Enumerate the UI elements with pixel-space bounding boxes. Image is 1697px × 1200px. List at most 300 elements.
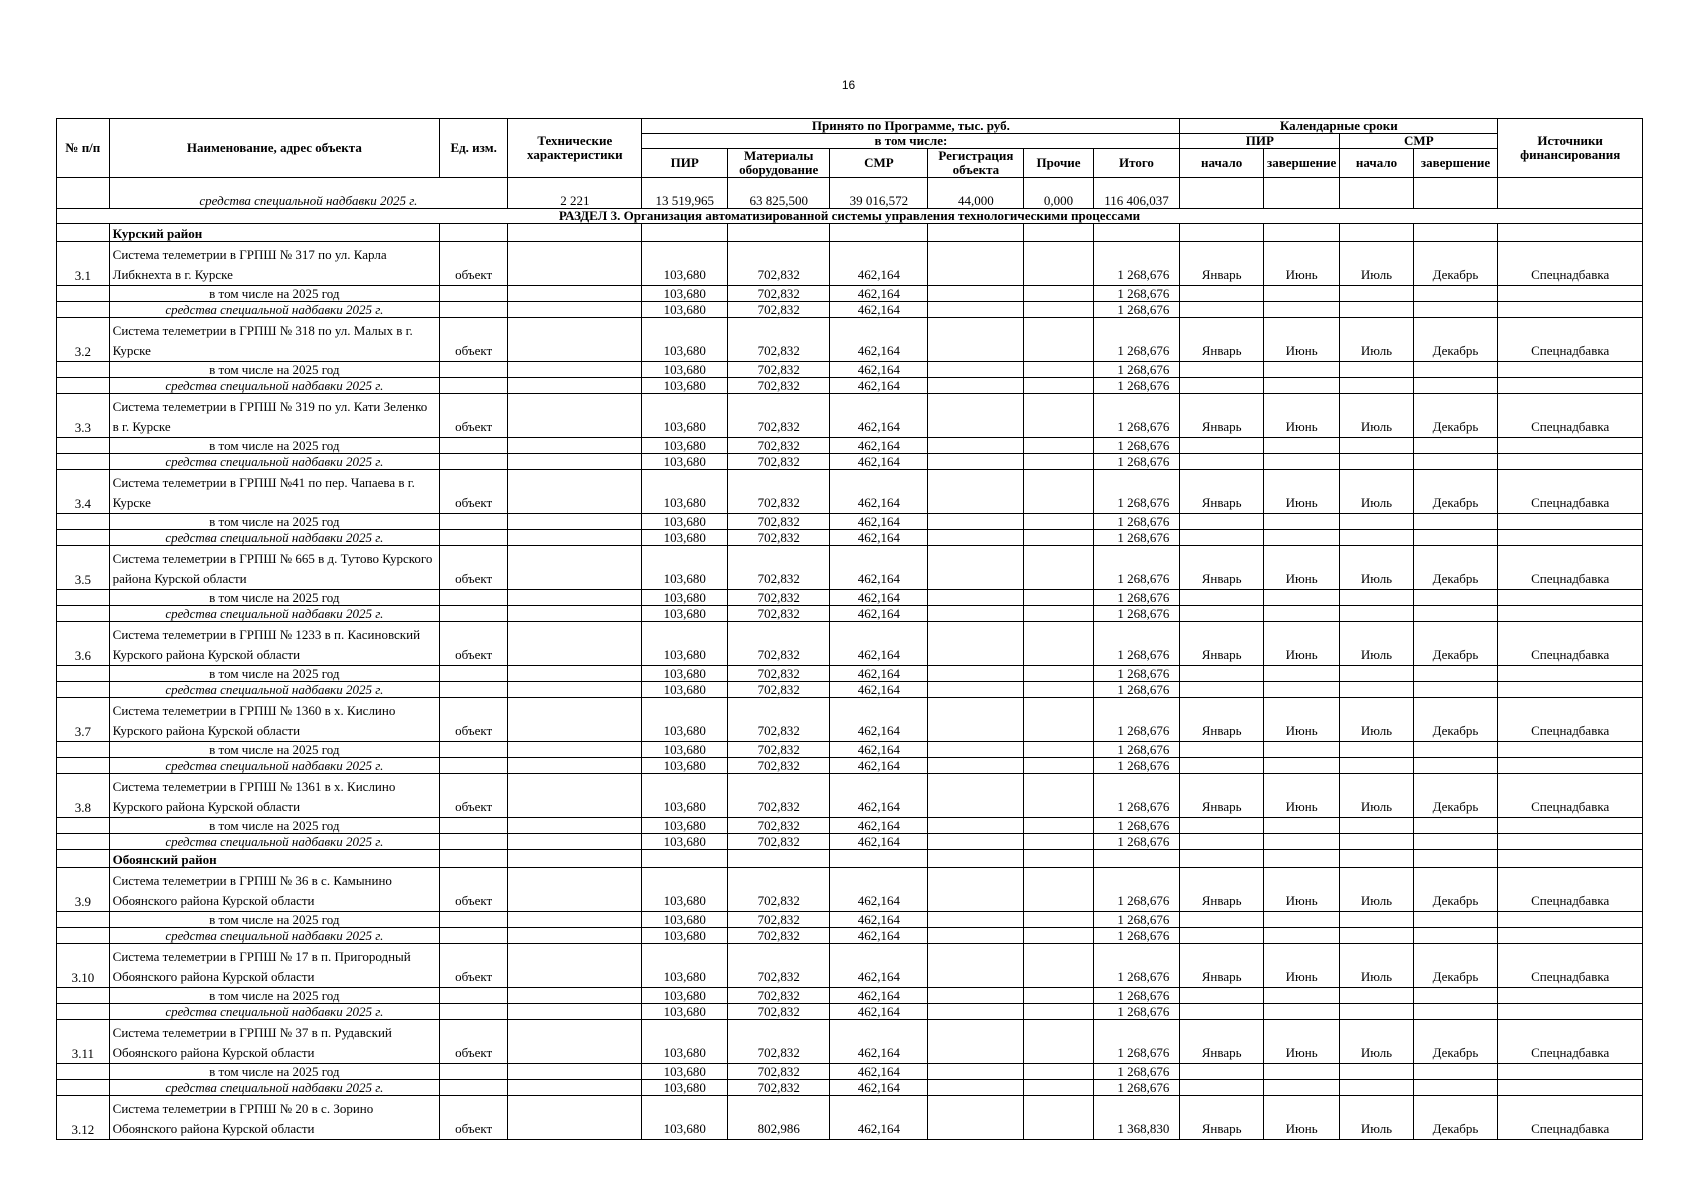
calendar-header: Календарные сроки (1180, 119, 1498, 134)
table-cell (440, 378, 508, 394)
subtotal-pir: 103,680 (642, 1004, 728, 1020)
table-cell (728, 224, 830, 242)
subtotal-pir: 103,680 (642, 362, 728, 378)
table-cell (1413, 1004, 1498, 1020)
object-row (57, 868, 1643, 912)
table-cell (1180, 988, 1264, 1004)
object-registration (928, 546, 1024, 590)
table-cell (508, 302, 642, 318)
subtotal-total: 1 268,676 (1093, 606, 1180, 622)
table-cell (57, 224, 110, 242)
object-materials: 702,832 (728, 774, 830, 818)
table-cell (1413, 666, 1498, 682)
object-smr: 462,164 (830, 868, 928, 912)
table-cell (1263, 438, 1339, 454)
pir-end: Июнь (1263, 394, 1339, 438)
table-cell (1413, 606, 1498, 622)
col-unit-header: Ед. изм. (440, 119, 508, 178)
object-total: 1 268,676 (1093, 774, 1180, 818)
year-subtotal-row (57, 818, 1643, 834)
table-cell (1498, 286, 1643, 302)
table-cell (1093, 850, 1180, 868)
table-cell (57, 988, 110, 1004)
table-cell (508, 850, 642, 868)
table-cell (830, 850, 928, 868)
table-cell (57, 378, 110, 394)
subtotal-pir: 103,680 (642, 438, 728, 454)
object-name: Система телеметрии в ГРПШ № 665 в д. Тутово Курского района Курской области (109, 546, 439, 590)
object-pir: 103,680 (642, 868, 728, 912)
table-cell (1180, 606, 1264, 622)
table-cell (1180, 438, 1264, 454)
subtotal-materials: 702,832 (728, 834, 830, 850)
table-cell (1024, 1080, 1093, 1096)
subtotal-materials: 702,832 (728, 438, 830, 454)
pir-end: Июнь (1263, 318, 1339, 362)
subtotal-materials: 702,832 (728, 362, 830, 378)
table-cell (1024, 1064, 1093, 1080)
table-cell (440, 530, 508, 546)
table-cell (1413, 818, 1498, 834)
carryover-registration: 44,000 (928, 178, 1024, 209)
object-registration (928, 394, 1024, 438)
object-unit: объект (440, 546, 508, 590)
subtotal-label: средства специальной надбавки 2025 г. (109, 302, 439, 318)
table-cell (1413, 438, 1498, 454)
object-registration (928, 1020, 1024, 1064)
subtotal-pir: 103,680 (642, 606, 728, 622)
pir-start: Январь (1180, 622, 1264, 666)
table-cell (508, 834, 642, 850)
funding-source: Спецнадбавка (1498, 622, 1643, 666)
table-cell (508, 988, 642, 1004)
table-cell (1263, 530, 1339, 546)
table-cell (928, 666, 1024, 682)
table-cell (1263, 682, 1339, 698)
table-cell (1263, 742, 1339, 758)
table-cell (1263, 1004, 1339, 1020)
object-materials: 702,832 (728, 698, 830, 742)
table-cell (1498, 224, 1643, 242)
table-cell (1340, 834, 1413, 850)
subtotal-label: в том числе на 2025 год (109, 1064, 439, 1080)
object-other (1024, 394, 1093, 438)
object-tech (508, 868, 642, 912)
object-unit: объект (440, 1020, 508, 1064)
fund-subtotal-row (57, 606, 1643, 622)
funding-source: Спецнадбавка (1498, 242, 1643, 286)
object-name: Система телеметрии в ГРПШ № 37 в п. Рудавский Обоянского района Курской области (109, 1020, 439, 1064)
subtotal-smr: 462,164 (830, 606, 928, 622)
table-cell (508, 514, 642, 530)
pir-end: Июнь (1263, 622, 1339, 666)
subtotal-pir: 103,680 (642, 1080, 728, 1096)
object-materials: 702,832 (728, 1020, 830, 1064)
table-cell (57, 1004, 110, 1020)
funding-source: Спецнадбавка (1498, 394, 1643, 438)
pir-end: Июнь (1263, 1020, 1339, 1064)
table-cell (928, 590, 1024, 606)
subtotal-total: 1 268,676 (1093, 286, 1180, 302)
subtotal-pir: 103,680 (642, 530, 728, 546)
table-cell (1413, 302, 1498, 318)
object-other (1024, 698, 1093, 742)
table-cell (1024, 514, 1093, 530)
subtotal-smr: 462,164 (830, 530, 928, 546)
object-unit: объект (440, 774, 508, 818)
table-header (57, 119, 1643, 178)
object-pir: 103,680 (642, 1096, 728, 1140)
col-pir-start-header: начало (1180, 149, 1264, 178)
subtotal-smr: 462,164 (830, 988, 928, 1004)
table-cell (508, 1004, 642, 1020)
subtotal-label: средства специальной надбавки 2025 г. (109, 682, 439, 698)
subtotal-smr: 462,164 (830, 758, 928, 774)
fund-subtotal-row (57, 1004, 1643, 1020)
table-body (57, 178, 1643, 1140)
col-pir-end-header: завершение (1263, 149, 1339, 178)
table-cell (728, 850, 830, 868)
table-cell (642, 224, 728, 242)
object-materials: 702,832 (728, 622, 830, 666)
object-smr: 462,164 (830, 546, 928, 590)
pir-start: Январь (1180, 1096, 1264, 1140)
table-cell (928, 378, 1024, 394)
subtotal-pir: 103,680 (642, 590, 728, 606)
subtotal-pir: 103,680 (642, 302, 728, 318)
smr-end: Декабрь (1413, 1020, 1498, 1064)
subtotal-total: 1 268,676 (1093, 1004, 1180, 1020)
carryover-label: средства специальной надбавки 2025 г. (109, 178, 508, 209)
table-cell (1498, 758, 1643, 774)
table-cell (1180, 378, 1264, 394)
subtotal-pir: 103,680 (642, 988, 728, 1004)
funding-source: Спецнадбавка (1498, 698, 1643, 742)
fund-subtotal-row (57, 378, 1643, 394)
fund-subtotal-row (57, 758, 1643, 774)
object-other (1024, 470, 1093, 514)
object-tech (508, 698, 642, 742)
table-cell (1498, 1064, 1643, 1080)
subtotal-label: в том числе на 2025 год (109, 818, 439, 834)
table-cell (440, 834, 508, 850)
table-cell (57, 1064, 110, 1080)
smr-start: Июль (1340, 774, 1413, 818)
table-cell (440, 514, 508, 530)
subtotal-total: 1 268,676 (1093, 302, 1180, 318)
smr-end: Декабрь (1413, 470, 1498, 514)
smr-end: Декабрь (1413, 698, 1498, 742)
funding-source: Спецнадбавка (1498, 1096, 1643, 1140)
subtotal-smr: 462,164 (830, 302, 928, 318)
subtotal-total: 1 268,676 (1093, 928, 1180, 944)
subtotal-smr: 462,164 (830, 454, 928, 470)
table-cell (1413, 1064, 1498, 1080)
pir-start: Январь (1180, 774, 1264, 818)
table-cell (1498, 606, 1643, 622)
object-materials: 702,832 (728, 242, 830, 286)
program-table (56, 118, 1643, 1140)
table-cell (928, 438, 1024, 454)
table-cell (508, 286, 642, 302)
table-cell (928, 758, 1024, 774)
table-cell (440, 286, 508, 302)
object-unit: объект (440, 394, 508, 438)
carryover-total: 116 406,037 (1093, 178, 1180, 209)
table-cell (1024, 590, 1093, 606)
table-cell (1413, 454, 1498, 470)
subtotal-total: 1 268,676 (1093, 758, 1180, 774)
object-registration (928, 318, 1024, 362)
subtotal-materials: 702,832 (728, 302, 830, 318)
object-unit: объект (440, 242, 508, 286)
subtotal-smr: 462,164 (830, 362, 928, 378)
fund-subtotal-row (57, 682, 1643, 698)
pir-end: Июнь (1263, 546, 1339, 590)
cal-smr-header: СМР (1340, 134, 1498, 149)
subtotal-pir: 103,680 (642, 742, 728, 758)
object-registration (928, 1096, 1024, 1140)
table-cell (1413, 758, 1498, 774)
table-cell (1498, 514, 1643, 530)
subtotal-pir: 103,680 (642, 514, 728, 530)
table-cell (1263, 590, 1339, 606)
table-cell (1498, 362, 1643, 378)
smr-end: Декабрь (1413, 242, 1498, 286)
table-cell (57, 514, 110, 530)
table-cell (928, 850, 1024, 868)
table-cell (1263, 928, 1339, 944)
table-cell (1413, 742, 1498, 758)
object-smr: 462,164 (830, 394, 928, 438)
table-cell (1263, 454, 1339, 470)
table-cell (1340, 818, 1413, 834)
table-cell (57, 818, 110, 834)
table-cell (1340, 224, 1413, 242)
table-cell (1180, 928, 1264, 944)
object-smr: 462,164 (830, 698, 928, 742)
table-cell (1413, 912, 1498, 928)
object-number: 3.11 (57, 1020, 110, 1064)
subtotal-materials: 702,832 (728, 1004, 830, 1020)
year-subtotal-row (57, 1064, 1643, 1080)
table-cell (440, 1004, 508, 1020)
table-cell (1263, 362, 1339, 378)
year-subtotal-row (57, 912, 1643, 928)
object-row (57, 698, 1643, 742)
col-pir-header: ПИР (642, 149, 728, 178)
subtotal-total: 1 268,676 (1093, 742, 1180, 758)
smr-end: Декабрь (1413, 774, 1498, 818)
table-cell (440, 302, 508, 318)
table-cell (928, 530, 1024, 546)
smr-start: Июль (1340, 318, 1413, 362)
fund-subtotal-row (57, 834, 1643, 850)
table-cell (508, 378, 642, 394)
object-number: 3.5 (57, 546, 110, 590)
table-cell (1263, 666, 1339, 682)
subtotal-total: 1 268,676 (1093, 454, 1180, 470)
year-subtotal-row (57, 988, 1643, 1004)
table-cell (440, 590, 508, 606)
subtotal-label: средства специальной надбавки 2025 г. (109, 834, 439, 850)
col-other-header: Прочие (1024, 149, 1093, 178)
table-cell (57, 606, 110, 622)
subtotal-smr: 462,164 (830, 666, 928, 682)
subtotal-pir: 103,680 (642, 682, 728, 698)
subtotal-smr: 462,164 (830, 742, 928, 758)
object-materials: 702,832 (728, 868, 830, 912)
pir-start: Январь (1180, 470, 1264, 514)
subtotal-materials: 702,832 (728, 912, 830, 928)
table-cell (1340, 514, 1413, 530)
smr-start: Июль (1340, 470, 1413, 514)
object-materials: 702,832 (728, 318, 830, 362)
subtotal-materials: 702,832 (728, 758, 830, 774)
table-cell (1413, 928, 1498, 944)
table-cell (440, 438, 508, 454)
table-cell (1024, 378, 1093, 394)
subtotal-materials: 702,832 (728, 454, 830, 470)
subtotal-materials: 702,832 (728, 606, 830, 622)
table-cell (508, 224, 642, 242)
subtotal-pir: 103,680 (642, 286, 728, 302)
table-cell (508, 1080, 642, 1096)
pir-end: Июнь (1263, 868, 1339, 912)
table-cell (1024, 818, 1093, 834)
pir-end: Июнь (1263, 698, 1339, 742)
year-subtotal-row (57, 742, 1643, 758)
funding-source: Спецнадбавка (1498, 868, 1643, 912)
col-smr-header: СМР (830, 149, 928, 178)
subtotal-materials: 702,832 (728, 818, 830, 834)
table-cell (57, 834, 110, 850)
object-pir: 103,680 (642, 774, 728, 818)
table-cell (1340, 758, 1413, 774)
object-tech (508, 622, 642, 666)
table-cell (1180, 742, 1264, 758)
table-cell (1340, 530, 1413, 546)
table-cell (928, 514, 1024, 530)
table-cell (57, 438, 110, 454)
table-cell (1413, 286, 1498, 302)
table-cell (440, 606, 508, 622)
table-cell (1024, 302, 1093, 318)
subtotal-total: 1 268,676 (1093, 1080, 1180, 1096)
cal-pir-header: ПИР (1180, 134, 1340, 149)
table-cell (1024, 834, 1093, 850)
object-materials: 702,832 (728, 546, 830, 590)
program-header: Принято по Программе, тыс. руб. (642, 119, 1180, 134)
table-cell (1498, 530, 1643, 546)
table-cell (1340, 1064, 1413, 1080)
funding-source: Спецнадбавка (1498, 944, 1643, 988)
object-tech (508, 774, 642, 818)
smr-end: Декабрь (1413, 546, 1498, 590)
table-cell (1024, 1004, 1093, 1020)
pir-start: Январь (1180, 944, 1264, 988)
table-cell (928, 818, 1024, 834)
table-cell (1024, 850, 1093, 868)
table-cell (1340, 590, 1413, 606)
object-smr: 462,164 (830, 774, 928, 818)
object-total: 1 268,676 (1093, 242, 1180, 286)
object-other (1024, 944, 1093, 988)
subtotal-label: в том числе на 2025 год (109, 514, 439, 530)
object-pir: 103,680 (642, 1020, 728, 1064)
table-cell (1180, 362, 1264, 378)
carryover-smr: 39 016,572 (830, 178, 928, 209)
table-cell (1263, 224, 1339, 242)
table-cell (1498, 378, 1643, 394)
object-unit: объект (440, 1096, 508, 1140)
table-cell (642, 850, 728, 868)
table-cell (57, 742, 110, 758)
smr-start: Июль (1340, 242, 1413, 286)
table-cell (440, 988, 508, 1004)
subtotal-label: в том числе на 2025 год (109, 666, 439, 682)
district-row (57, 224, 1643, 242)
object-other (1024, 1020, 1093, 1064)
subtotal-materials: 702,832 (728, 590, 830, 606)
table-cell (1498, 666, 1643, 682)
year-subtotal-row (57, 514, 1643, 530)
table-cell (1498, 682, 1643, 698)
table-cell (1180, 1004, 1264, 1020)
object-pir: 103,680 (642, 698, 728, 742)
subtotal-pir: 103,680 (642, 758, 728, 774)
object-smr: 462,164 (830, 622, 928, 666)
subtotal-total: 1 268,676 (1093, 912, 1180, 928)
year-subtotal-row (57, 666, 1643, 682)
object-other (1024, 774, 1093, 818)
subtotal-pir: 103,680 (642, 818, 728, 834)
table-cell (1180, 224, 1264, 242)
district-name: Обоянский район (109, 850, 439, 868)
table-cell (1180, 912, 1264, 928)
smr-start: Июль (1340, 622, 1413, 666)
subtotal-smr: 462,164 (830, 912, 928, 928)
object-pir: 103,680 (642, 546, 728, 590)
table-cell (1024, 742, 1093, 758)
table-cell (1413, 362, 1498, 378)
table-cell (440, 928, 508, 944)
object-name: Система телеметрии в ГРПШ № 318 по ул. Малых в г. Курске (109, 318, 439, 362)
carryover-row (57, 178, 1643, 209)
table-cell (1024, 606, 1093, 622)
table-cell (508, 666, 642, 682)
table-cell (440, 850, 508, 868)
table-cell (508, 818, 642, 834)
subtotal-materials: 702,832 (728, 514, 830, 530)
object-name: Система телеметрии в ГРПШ № 1360 в х. Кислино Курского района Курской области (109, 698, 439, 742)
table-cell (1024, 758, 1093, 774)
table-cell (440, 362, 508, 378)
col-materials-header: Материалы оборудование (728, 149, 830, 178)
object-number: 3.7 (57, 698, 110, 742)
subtotal-materials: 702,832 (728, 928, 830, 944)
table-cell (440, 454, 508, 470)
subtotal-total: 1 268,676 (1093, 682, 1180, 698)
subtotal-label: в том числе на 2025 год (109, 286, 439, 302)
table-cell (1413, 988, 1498, 1004)
object-number: 3.2 (57, 318, 110, 362)
object-name: Система телеметрии в ГРПШ № 17 в п. Пригородный Обоянского района Курской области (109, 944, 439, 988)
table-cell (508, 1064, 642, 1080)
table-cell (1340, 850, 1413, 868)
table-cell (508, 590, 642, 606)
table-cell (1263, 988, 1339, 1004)
